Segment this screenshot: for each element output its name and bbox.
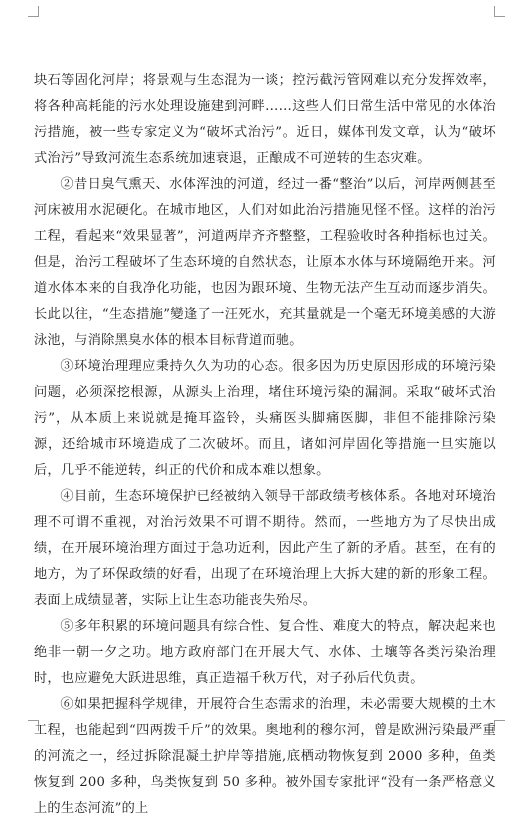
paragraph-2: ②昔日臭气熏天、水体浑浊的河道，经过一番“整治”以后，河岸两侧甚至河床被用水泥硬化。在城市地区，人们对如此治污措施见怪不怪。这样的治污工程，看起来“效果显著”，河道两岸齐齐整整，工程验收时各种指标也过关。但是，治污工程破坏了生态环境的自然状态，让原本水体与环境隔绝开来。河道水体本来的自我净化功能，也因为跟环境、生物无法产生互动而逐步消失。长此以往，“生态措施”變逢了一汪死水，充其量就是一个毫无环境美感的大游泳池，与消除黑臭水体的根本目标背道而驰。 <box>34 177 496 348</box>
crop-mark-top-left <box>28 6 39 17</box>
body-text <box>34 68 496 822</box>
paragraph-4: ④目前，生态环境保护已经被纳入领导干部政绩考核体系。各地对环境治理不可谓不重视，对治污效果不可谓不期待。然而，一些地方为了尽快出成绩，在开展环境治理方面过于急功近利，因此产生了新的矛盾。甚至，在有的地方，为了环保政绩的好看，出现了在环境治理上大拆大建的新的形象工程。表面上成绩显著，实际上让生态功能丧失殆尽。 <box>34 489 496 608</box>
paragraph-5: ⑤多年积累的环境问题具有综合性、复合性、难度大的特点，解决起来也绝非一朝一夕之功。地方政府部门在开展大气、水体、土壤等各类污染治理时，也应避免大跃进思维，真正造福千秋万代，对子孙后代负责。 <box>34 619 496 686</box>
paragraph-1: 块石等固化河岸；将景观与生态混为一谈；控污截污管网难以充分发挥效率，将各种高耗能的污水处理设施建到河畔……这些人们日常生活中常见的水体治污措施，被一些专家定义为“破坏式治污”。近日，媒体刊发文章，认为“破坏式治污”导致河流生态系统加速衰退，正酿成不可逆转的生态灾难。 <box>34 73 496 166</box>
paragraph-3: ③环境治理理应秉持久久为功的心态。很多因为历史原因形成的环境污染问题，必须深挖根源，从源头上治理，堵住环境污染的漏洞。采取“破坏式治污”，从本质上来说就是掩耳盗铃，头痛医头脚痛医脚，非但不能排除污染源，还给城市环境造成了二次破坏。而且，诸如河岸固化等措施一旦实施以后，几乎不能逆转，纠正的代价和成本难以想象。 <box>34 359 496 478</box>
crop-mark-top-right <box>494 6 505 17</box>
paragraph-6: ⑥如果把握科学规律，开展符合生态需求的治理，未必需要大规模的土木工程，也能起到“四两拨千斤”的效果。奥地利的穆尔河，曾是欧洲污染最严重的河流之一，经过拆除混凝土护岸等措施,底栖动物恢复到 2000 多种，鱼类恢复到 200 多种，鸟类恢复到 50 多种。被外国专家批评“没有一条严格意义上的生态河流”的上 <box>34 697 496 816</box>
